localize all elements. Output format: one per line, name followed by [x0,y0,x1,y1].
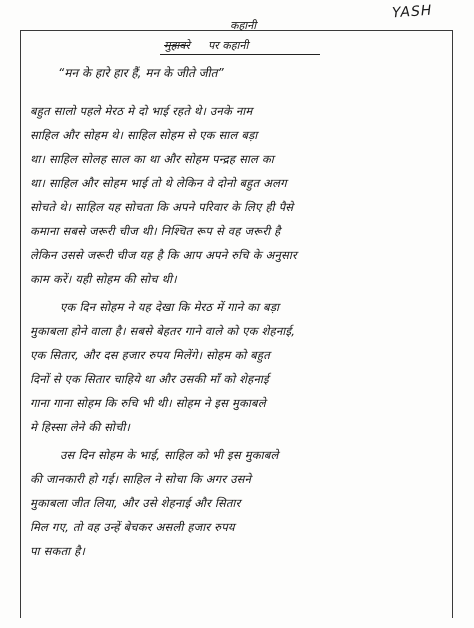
heading-word: कहानी [230,19,257,32]
right-margin-line [452,30,453,618]
text-line: गाना गाना सोहम कि रुचि भी थी। सोहम ने इस मुकाबले [30,396,266,410]
text-line: मुकाबला होने वाला है। सबसे बेहतर गाने वाले को एक शेहनाई, [30,324,296,338]
author-name: YASH [391,2,433,22]
text-line: मुकाबला जीत लिया, और उसे शेहनाई और सितार [30,496,241,510]
left-margin-line [20,30,21,618]
text-line: मे हिस्सा लेने की सोची। [30,420,131,434]
text-line: एक दिन सोहम ने यह देखा कि मेरठ में गाने का बड़ा [60,300,280,314]
text-line: काम करें। यही सोहम की सोच थी। [30,272,177,286]
text-line: लेकिन उससे जरूरी चीज यह है कि आप अपने रुचि के अनुसार [30,248,297,262]
title-underline [160,54,320,55]
text-line: सोचते थे। साहिल यह सोचता कि अपने परिवार के लिए ही पैसे [30,200,294,214]
text-line: साहिल और सोहम थे। साहिल सोहम से एक साल बड़ा [30,128,258,142]
text-line: था। साहिल और सोहम भाई तो थे लेकिन वे दोनो बहुत अलग [30,176,287,190]
topic-line: पर कहानी [208,39,249,52]
text-line: कमाना सबसे जरूरी चीज थी। निश्चित रूप से वह जरूरी है [30,224,281,238]
text-line: था। साहिल सोलह साल का था और सोहम पन्द्रह साल का [30,152,274,166]
text-line: उस दिन सोहम के भाई, साहिल को भी इस मुकाबले [60,448,279,462]
text-line: की जानकारी हो गई। साहिल ने सोचा कि अगर उसने [30,472,252,486]
text-line: पा सकता है। [30,544,86,558]
text-line: मिल गए, तो वह उन्हें बेचकर असली हजार रुपय [30,520,235,534]
struck-out-word: मुहावरे [164,39,190,52]
text-line: एक सितार, और दस हजार रुपय मिलेंगे। सोहम को बहुत [30,348,270,362]
text-line: दिनों से एक सितार चाहिये था और उसकी माँ को शेहनाई [30,372,269,386]
story-title: “मन के हारे हार हैं, मन के जीते जीत” [58,66,224,80]
text-line: बहुत सालो पहले मेरठ मे दो भाई रहते थे। उनके नाम [30,104,253,118]
